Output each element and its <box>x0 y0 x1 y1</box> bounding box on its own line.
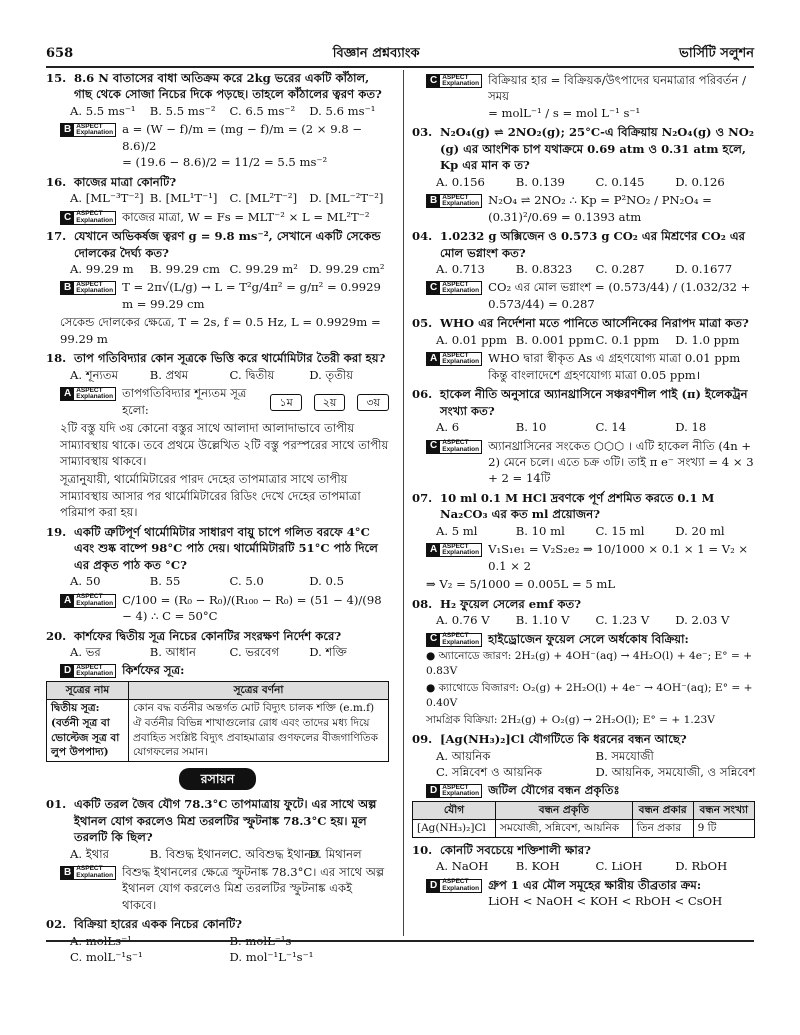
badge-label: ASPECT Explanation <box>442 73 480 87</box>
option: D. RbOH <box>675 859 728 874</box>
options <box>412 523 755 539</box>
explanation-line: WHO দ্বারা স্বীকৃত As এ গ্রহণযোগ্য মাত্রা 0.01 ppm কিন্তু বাংলাদেশে গ্রহণযোগ্য মাত্রা 0.05 ppm। <box>488 351 741 382</box>
option: B. KOH <box>515 859 560 874</box>
option: D. 2.03 V <box>675 613 730 628</box>
question-c09 <box>412 731 755 838</box>
page-header <box>46 44 754 64</box>
explanation-line: কাজের মাত্রা, W = Fs = MLT⁻² × L = ML²T⁻² <box>122 209 370 224</box>
explanation <box>412 72 755 121</box>
right-column <box>412 70 755 936</box>
question-c05 <box>412 315 755 383</box>
anode-reaction: ● অ্যানোডে জারণ: 2H₂(g) + 4OH⁻(aq) → 4H₂O(l) + 4e⁻; E° = + 0.83V <box>426 649 753 677</box>
question-c10 <box>412 842 755 910</box>
option: D. mol⁻¹L⁻¹s⁻¹ <box>229 950 314 965</box>
cathode-reaction: ● ক্যাথোডে বিজারণ: O₂(g) + 2H₂O(l) + 4e⁻ → 4OH⁻(aq); E° = + 0.40V <box>426 682 753 710</box>
header-rule <box>46 66 754 68</box>
explanation <box>412 438 755 487</box>
explanation-line: N₂O₄ ⇌ 2NO₂ ∴ Kp = P²NO₂ / PN₂O₄ = (0.31)²/0.69 = 0.1393 atm <box>488 193 712 224</box>
bond-table <box>412 801 755 838</box>
option: D. 1.0 ppm <box>675 332 740 347</box>
option: C. সন্নিবেশ ও আয়নিক <box>436 765 542 780</box>
option: A. 6 <box>436 420 460 435</box>
question-number: 18. <box>46 351 67 366</box>
table-cell: সমযোজী, সন্নিবেশ, আয়নিক <box>496 819 633 837</box>
explanation <box>412 279 755 312</box>
answer-letter: C <box>427 634 440 646</box>
badge-explanation: Explanation <box>76 129 114 137</box>
aspect-explanation-badge <box>60 866 116 880</box>
question-number: 16. <box>46 174 67 189</box>
table-header: যৌগ <box>413 801 496 819</box>
options <box>46 933 389 966</box>
question-20 <box>46 628 389 763</box>
aspect-explanation-badge <box>60 387 116 401</box>
explanation-line: গ্রুপ 1 এর মৌল সমূহের ক্ষারীয় তীব্রতার ক্রম: <box>488 877 702 892</box>
table-header: সূত্রের নাম <box>47 681 129 699</box>
option: C. 1.23 V <box>595 613 650 628</box>
option: B. 0.8323 <box>515 261 573 276</box>
explanation <box>412 782 755 798</box>
option: C. 0.1 ppm <box>595 332 660 347</box>
option: B. molL⁻¹s <box>229 933 292 948</box>
options <box>412 419 755 435</box>
option: A. 50 <box>70 574 101 589</box>
question-number: 08. <box>412 596 433 611</box>
explanation-line: কির্শফের সূত্র: <box>122 663 185 678</box>
explanation <box>46 209 389 225</box>
option: C. 5.0 <box>229 574 264 589</box>
question-number: 05. <box>412 316 433 331</box>
option: D. 0.1677 <box>675 261 733 276</box>
question-15 <box>46 70 389 171</box>
question-number: 20. <box>46 628 67 643</box>
question-19 <box>46 524 389 625</box>
option: D. শক্তি <box>309 644 347 659</box>
explanation <box>412 192 755 225</box>
options <box>412 748 755 781</box>
table-cell: দ্বিতীয় সূত্র: (বর্তনী সূত্র বা ভোল্টেজ সূত্র বা লুপ উপপাদ্য) <box>47 699 129 762</box>
option: A. 5.5 ms⁻¹ <box>70 103 136 118</box>
options <box>46 103 389 119</box>
question-c02-explanation <box>412 72 755 121</box>
aspect-explanation-badge <box>426 352 482 366</box>
question-c06 <box>412 386 755 487</box>
aspect-explanation-badge <box>60 211 116 225</box>
table-cell: [Ag(NH₃)₂]Cl <box>413 819 496 837</box>
options <box>46 190 389 206</box>
question-c08 <box>412 596 755 729</box>
answer-letter: A <box>427 353 440 365</box>
table-row <box>47 699 389 762</box>
badge-label <box>74 124 115 137</box>
option: A. 5 ml <box>436 523 478 538</box>
explanation-line: অ্যানথ্রাসিনের সংকেত ⬡⬡⬡ । এটি হাকেল নীতি (4n + 2) মেনে চলে। এতে চক্র ৩টি। তাই π e⁻ সংখ্যা = 4 × 3 + 2 = 14টি <box>488 438 754 486</box>
answer-letter: A <box>61 595 74 607</box>
aspect-explanation-badge <box>426 281 482 295</box>
answer-letter: B <box>61 124 74 136</box>
kirchhoff-table <box>46 681 389 763</box>
answer-letter: C <box>427 75 440 87</box>
explanation <box>412 631 755 647</box>
explanation <box>46 864 389 913</box>
option: C. অবিশুদ্ধ ইথানল <box>229 846 320 861</box>
option: B. 0.139 <box>515 174 565 189</box>
options <box>46 644 389 660</box>
option: A. শূন্যতম <box>70 367 119 382</box>
explanation-line: হাইড্রোজেন ফুয়েল সেলে অর্ধকোষ বিক্রিয়া: <box>488 631 689 646</box>
cycle-box: ১ম <box>270 394 301 412</box>
options <box>412 174 755 190</box>
explanation-line: LiOH < NaOH < KOH < RbOH < CsOH <box>488 894 723 909</box>
option: B. প্রথম <box>149 367 189 382</box>
footer-rule <box>46 940 754 942</box>
option: D. মিথানল <box>309 846 362 861</box>
law-cycle-diagram <box>270 394 389 412</box>
answer-letter: C <box>427 441 440 453</box>
option: D. 20 ml <box>675 523 725 538</box>
question-number: 04. <box>412 229 433 244</box>
question-number: 03. <box>412 125 433 140</box>
aspect-explanation-badge <box>60 281 116 295</box>
badge-label: ASPECT Explanation <box>76 865 114 879</box>
options <box>46 261 389 277</box>
question-number: 19. <box>46 524 67 539</box>
column-divider <box>403 70 404 936</box>
option: C. 0.287 <box>595 261 645 276</box>
badge-label: ASPECT Explanation <box>76 663 114 678</box>
explanation-paragraph: সূত্রানুযায়ী, থার্মোমিটারের পারদ দেহের তাপমাত্রার সাথে তাপীয় সাম্যাবস্থায় আসার পর থার্মোমিটারের রিডিং দেখে দেহের তাপমাত্রা পরিমাপ করা হয়। <box>60 472 361 520</box>
section-title: রসায়ন <box>179 768 257 790</box>
question-text: WHO এর নির্দেশনা মতে পানিতে আর্সেনিকের নিরাপদ মাত্রা কত? <box>440 316 749 331</box>
option: D. তৃতীয় <box>309 367 354 382</box>
explanation-line: a = (W − f)/m = (mg − f)/m = (2 × 9.8 − 8.6)/2 <box>122 122 363 153</box>
table-cell: তিন প্রকার <box>632 819 693 837</box>
overall-reaction: সামগ্রিক বিক্রিয়া: 2H₂(g) + O₂(g) → 2H₂O(l); E° = + 1.23V <box>426 714 715 727</box>
question-text: 8.6 N বাতাসের বাধা অতিক্রম করে 2kg ভরের একটি কাঁঠাল, গাছ থেকে সোজা নিচের দিকে পড়ছে। তাহলে কাঁঠালের ত্বরণ কত? <box>74 71 382 102</box>
explanation-line: = molL⁻¹ / s = mol L⁻¹ s⁻¹ <box>488 105 641 120</box>
option: D. [ML⁻²T⁻²] <box>309 191 384 206</box>
page-number: 658 <box>46 45 74 61</box>
question-text: 1.0232 g অক্সিজেন ও 0.573 g CO₂ এর মিশ্রণের CO₂ এর মোল ভগ্নাংশ কত? <box>440 229 746 260</box>
explanation <box>46 121 389 170</box>
explanation-line: = (19.6 − 8.6)/2 = 11/2 = 5.5 ms⁻² <box>122 155 328 170</box>
option: D. 0.126 <box>675 174 725 189</box>
option: C. ভরবেগ <box>229 644 280 659</box>
explanation-line: T = 2π√(L/g) → L = T²g/4π² = g/π² = 0.9929 m = 99.29 cm <box>122 280 381 311</box>
aspect-explanation-badge <box>426 440 482 454</box>
badge-label: ASPECT Explanation <box>442 439 480 453</box>
answer-letter: C <box>427 282 440 294</box>
option: D. 0.5 <box>309 574 344 589</box>
aspect-explanation-badge <box>426 879 482 893</box>
option: A. 0.713 <box>436 261 485 276</box>
options <box>46 573 389 589</box>
badge-label: ASPECT Explanation <box>442 193 480 208</box>
option: A. molLs⁻¹ <box>70 933 132 948</box>
question-number: 07. <box>412 490 433 505</box>
table-header: সূত্রের বর্ণনা <box>129 681 389 699</box>
option: A. [ML⁻³T⁻²] <box>70 191 144 206</box>
question-c01 <box>46 796 389 913</box>
question-number: 17. <box>46 229 67 244</box>
badge-label: ASPECT Explanation <box>442 351 480 366</box>
answer-letter: B <box>61 867 74 879</box>
option: B. 5.5 ms⁻² <box>149 103 216 118</box>
option: C. molL⁻¹s⁻¹ <box>70 950 143 965</box>
answer-letter: A <box>427 544 440 556</box>
option: C. [ML²T⁻²] <box>229 191 298 206</box>
question-text: যেখানে অভিকর্ষজ ত্বরণ g = 9.8 ms⁻², সেখানে একটি সেকেন্ড দোলকের দৈর্ঘ্য কত? <box>74 229 381 260</box>
question-c04 <box>412 228 755 312</box>
options <box>412 332 755 348</box>
options <box>412 261 755 277</box>
option: B. 0.001 ppm <box>515 332 595 347</box>
table-row <box>413 819 755 837</box>
options <box>46 367 389 383</box>
question-text: 10 ml 0.1 M HCl দ্রবণকে পূর্ণ প্রশমিত করতে 0.1 M Na₂CO₃ এর কত ml প্রয়োজন? <box>440 490 715 522</box>
question-text: H₂ ফুয়েল সেলের emf কত? <box>440 596 582 611</box>
question-17 <box>46 228 389 347</box>
option: D. 18 <box>675 420 707 435</box>
question-text: কোনটি সবচেয়ে শক্তিশালী ক্ষার? <box>440 842 591 857</box>
explanation <box>46 385 389 418</box>
table-cell: 9 টি <box>693 819 754 837</box>
explanation-line: CO₂ এর মোল ভগ্নাংশ = (0.573/44) / (1.032/32 + 0.573/44) = 0.287 <box>488 280 751 311</box>
question-text: কাজের মাত্রা কোনটি? <box>74 174 177 189</box>
aspect-explanation-badge <box>60 594 116 608</box>
aspect-explanation-badge <box>426 74 482 88</box>
option: C. 0.145 <box>595 174 645 189</box>
option: A. 0.76 V <box>436 613 490 628</box>
question-number: 01. <box>46 797 67 812</box>
badge-label: ASPECT Explanation <box>442 783 480 798</box>
option: C. LiOH <box>595 859 643 874</box>
table-header: বন্ধন প্রকার <box>632 801 693 819</box>
answer-letter: D <box>427 880 440 892</box>
question-c07 <box>412 490 755 593</box>
explanation-note: সেকেন্ড দোলকের ক্ষেত্রে, T = 2s, f = 0.5 Hz, L = 0.9929m = 99.29 m <box>60 315 381 346</box>
badge-label: ASPECT Explanation <box>76 386 114 401</box>
question-number: 02. <box>46 917 67 932</box>
options <box>412 612 755 628</box>
option: C. 14 <box>595 420 627 435</box>
badge-label: ASPECT Explanation <box>76 280 114 295</box>
option: B. 55 <box>149 574 181 589</box>
option: A. 0.01 ppm <box>436 332 508 347</box>
option: B. সমযোজী <box>595 748 654 763</box>
question-text: একটি তরল জৈব যৌগ 78.3°C তাপমাত্রায় ফুটে। এর সাথে অল্প ইথানল যোগ করলেও মিশ্র তরলটির স্ফুটনাঙ্ক 78.3°C হয়। মূল তরলটি কি ছিল? <box>74 797 377 845</box>
answer-letter: D <box>427 785 440 797</box>
series-title: ভার্সিটি সলুশন <box>679 45 754 61</box>
explanation <box>412 350 755 383</box>
question-c03 <box>412 124 755 225</box>
answer-letter: D <box>61 665 74 677</box>
badge-label: ASPECT Explanation <box>442 632 480 646</box>
answer-letter: C <box>61 212 74 224</box>
badge-label: ASPECT Explanation <box>442 878 480 892</box>
explanation <box>412 877 755 910</box>
badge-label: ASPECT Explanation <box>76 210 114 224</box>
question-text: [Ag(NH₃)₂]Cl যৌগটিতে কি ধরনের বন্ধন আছে? <box>440 732 687 747</box>
question-number: 09. <box>412 732 433 747</box>
option: B. 99.29 cm <box>149 261 221 276</box>
explanation <box>46 662 389 678</box>
option: A. 0.156 <box>436 174 485 189</box>
option: D. 99.29 cm² <box>309 261 385 276</box>
explanation-line: বিক্রিয়ার হার = বিক্রিয়ক/উৎপাদের ঘনমাত্রার পরিবর্তন / সময় <box>488 73 746 104</box>
question-text: N₂O₄(g) ⇌ 2NO₂(g); 25°C-এ বিক্রিয়ায় N₂O₄(g) ও NO₂ (g) এর আংশিক চাপ যথাক্রমে 0.69 atm ও 0.31 atm হলে, Kp এর মান ক ত? <box>440 125 754 173</box>
answer-letter: A <box>61 388 74 400</box>
option: B. বিশুদ্ধ ইথানল <box>149 846 231 861</box>
explanation-line: V₁S₁e₁ = V₂S₂e₂ ⇒ 10/1000 × 0.1 × 1 = V₂ × 0.1 × 2 <box>488 542 749 573</box>
table-cell: কোন বদ্ধ বর্তনীর অন্তর্গত মোট বিদ্যুৎ চালক শক্তি (e.m.f) ঐ বর্তনীর বিভিন্ন শাখাগুলোর রোধ এবং তাদের মধ্য দিয়ে প্রবাহিত সংশ্লিষ্ট বিদ্যুৎ প্রবাহমাত্রার গুণফলের বীজগাণিতিক যোগফলের সমান। <box>129 699 389 762</box>
aspect-explanation-badge <box>426 194 482 208</box>
option: D. আয়নিক, সমযোজী, ও সন্নিবেশ <box>595 765 756 780</box>
options <box>46 846 389 862</box>
explanation <box>412 541 755 574</box>
option: B. আধান <box>149 644 196 659</box>
question-number: 15. <box>46 71 67 85</box>
option: C. 15 ml <box>595 523 645 538</box>
aspect-explanation-badge <box>426 633 482 647</box>
explanation-line: C/100 = (R₀ − R₀)/(R₁₀₀ − R₀) = (51 − 4)/(98 − 4) ∴ C = 50°C <box>122 592 382 624</box>
option: A. ভর <box>70 644 101 659</box>
book-title: বিজ্ঞান প্রশ্নব্যাংক <box>332 45 420 61</box>
question-text: হাকেল নীতি অনুসারে অ্যানথ্রাসিনে সঞ্চরণশীল পাই (π) ইলেকট্রন সংখ্যা কত? <box>440 387 748 418</box>
explanation <box>46 592 389 625</box>
explanation-line: ⇒ V₂ = 5/1000 = 0.005L = 5 mL <box>426 577 616 592</box>
question-16 <box>46 174 389 225</box>
aspect-explanation-badge <box>60 664 116 678</box>
option: B. 10 ml <box>515 523 565 538</box>
question-text: বিক্রিয়া হারের একক নিচের কোনটি? <box>74 917 243 932</box>
option: B. 1.10 V <box>515 613 570 628</box>
question-number: 06. <box>412 387 433 402</box>
explanation-line: বিশুদ্ধ ইথানলের ক্ষেত্রে স্ফুটনাঙ্ক 78.3°C। এর সাথে অল্প ইথানল যোগ করলেও মিশ্র তরলটির স্ফুটনাঙ্ক একই থাকবে। <box>122 864 385 912</box>
option: C. দ্বিতীয় <box>229 367 275 382</box>
option: C. 99.29 m² <box>229 261 298 276</box>
explanation <box>46 279 389 312</box>
option: C. 6.5 ms⁻² <box>229 103 296 118</box>
aspect-explanation-badge <box>426 543 482 557</box>
question-text: তাপ গতিবিদ্যার কোন সূত্রকে ভিত্তি করে থার্মোমিটার তৈরী করা হয়? <box>74 351 386 366</box>
answer-letter: B <box>427 195 440 207</box>
aspect-explanation-badge <box>426 784 482 798</box>
cycle-box: ২য় <box>314 394 346 412</box>
question-18 <box>46 350 389 521</box>
badge-label: ASPECT Explanation <box>442 280 480 295</box>
table-header: বন্ধন প্রকৃতি <box>496 801 633 819</box>
option: B. 10 <box>515 420 547 435</box>
left-column <box>46 70 389 965</box>
option: A. আয়নিক <box>436 748 491 763</box>
option: A. ইথার <box>70 846 110 861</box>
question-number: 10. <box>412 842 433 857</box>
question-text: কার্শফের দ্বিতীয় সূত্র নিচের কোনটির সংরক্ষণ নির্দেশ করে? <box>74 628 342 643</box>
explanation-paragraph: ২টি বস্তু যদি ৩য় কোনো বস্তুর সাথে আলাদা আলাদাভাবে তাপীয় সাম্যাবস্থায় থাকে। তবে প্রথমে উল্লেখিত ২টি বস্তু পরস্পরের সাথে তাপীয় সাম্যাবস্থায় থাকবে। <box>60 421 389 468</box>
explanation-line: জটিল যৌগের বন্ধন প্রকৃতিঃ <box>488 783 620 798</box>
section-heading <box>46 768 389 790</box>
options <box>412 858 755 874</box>
cycle-box: ৩য় <box>357 394 389 412</box>
option: B. [ML¹T⁻¹] <box>149 191 218 206</box>
badge-aspect: ASPECT <box>76 122 103 130</box>
badge-label: ASPECT Explanation <box>76 593 114 607</box>
option: D. 5.6 ms⁻¹ <box>309 103 376 118</box>
aspect-explanation-badge <box>60 123 116 137</box>
option: A. 99.29 m <box>70 261 134 276</box>
explanation-line: তাপগতিবিদ্যার শূন্যতম সূত্র হলো: <box>122 386 247 417</box>
badge-label: ASPECT Explanation <box>442 542 480 557</box>
question-text: একটি ত্রুটিপূর্ণ থার্মোমিটার সাধারণ বায়ু চাপে গলিত বরফে 4°C এবং শুষ্ক বাষ্পে 98°C পাঠ দেয়। থার্মোমিটারটি 51°C পাঠ দিলে এর প্রকৃত পাঠ কত °C? <box>74 524 378 572</box>
option: A. NaOH <box>436 859 489 874</box>
table-header: বন্ধন সংখ্যা <box>693 801 754 819</box>
answer-letter: B <box>61 282 74 294</box>
